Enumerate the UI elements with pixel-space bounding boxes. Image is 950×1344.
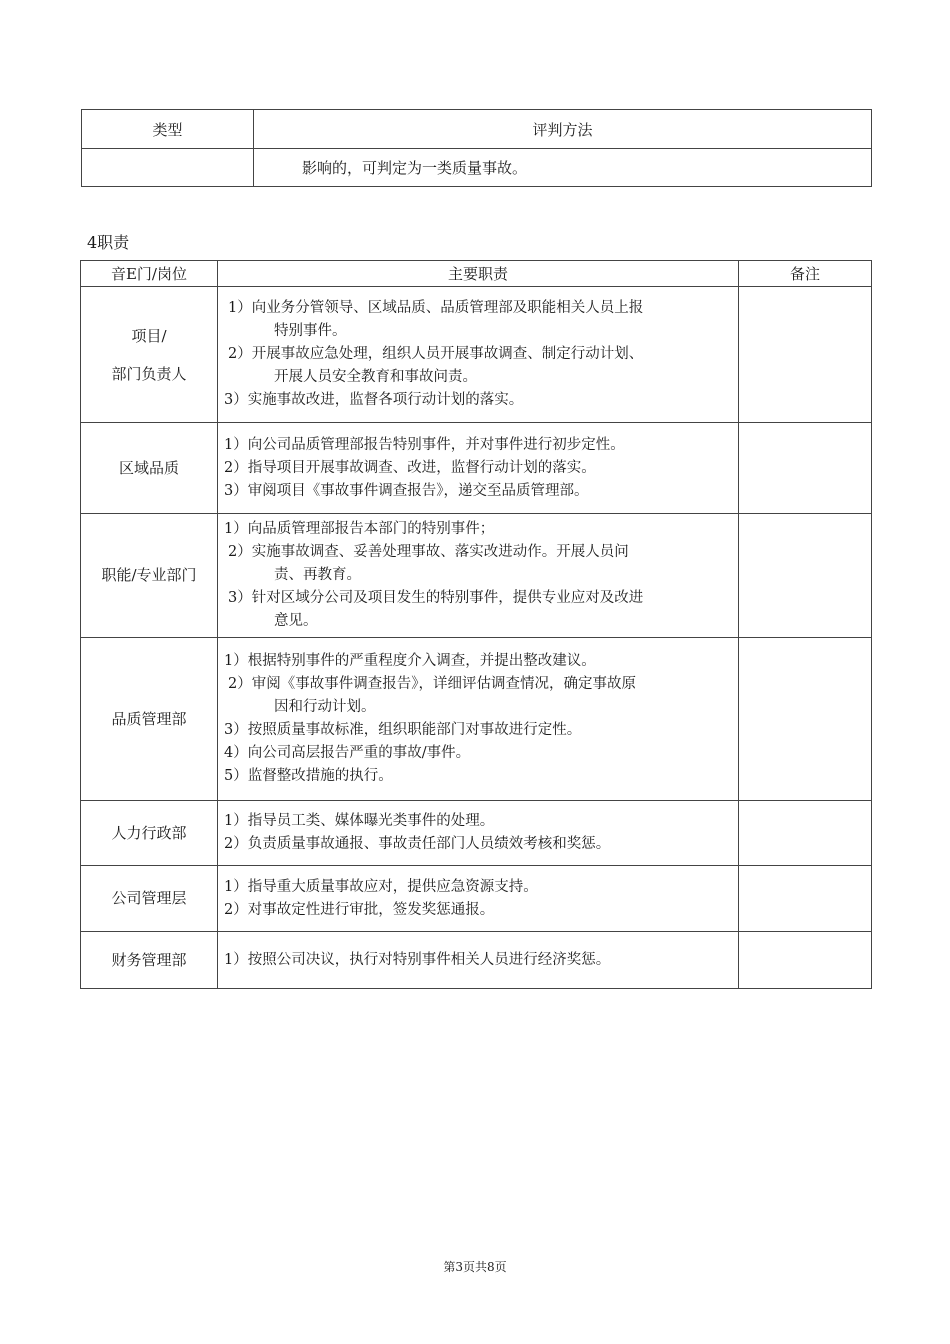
duties-cell [218,866,739,932]
section-title: 4职责 [87,233,130,252]
dept-cell [81,932,218,989]
duty-item [224,297,732,343]
duties-cell [218,638,739,801]
duty-item-text: 1）向品质管理部报告本部门的特别事件； [224,521,495,537]
duty-item [224,742,732,765]
duty-item [224,876,732,899]
duty-item-text: 2）审阅《事故事件调查报告》，详细评估调查情况，确定事故原 [228,676,636,692]
duty-row [81,932,872,989]
dept-cell [81,514,218,638]
dept-cell [81,801,218,866]
remarks-cell [739,801,872,866]
duty-item [224,650,732,673]
duty-item [224,343,732,389]
duty-item [224,833,732,856]
duties-cell [218,514,739,638]
header-method: 评判方法 [254,110,872,149]
duty-item-text: 2）实施事故调查、妥善处理事故、落实改进动作。开展人员问 [228,544,629,560]
duty-row [81,514,872,638]
dept-name: 财务管理部 [111,950,187,969]
dept-name: 品质管理部 [111,709,187,728]
header-duties: 主要职责 [218,261,739,287]
duty-item-text: 2）负责质量事故通报、事故责任部门人员绩效考核和奖惩。 [224,836,611,852]
duty-item [224,480,732,503]
duty-header-row [81,261,872,287]
duty-item [224,765,732,788]
dept-cell [81,638,218,801]
duty-table [80,260,872,989]
duty-item-text: 3）针对区域分公司及项目发生的特别事件，提供专业应对及改进 [228,590,644,606]
duty-row [81,866,872,932]
duties-cell [218,423,739,514]
dept-cell [81,423,218,514]
duty-item [224,719,732,742]
remarks-cell [739,514,872,638]
duty-table-body [81,287,872,989]
duty-item-text: 1）指导重大质量事故应对，提供应急资源支持。 [224,878,538,895]
header-dept: 音E门/岗位 [81,261,218,287]
evaluation-type-cell [82,149,254,187]
duty-item-continuation: 因和行动计划。 [274,699,376,715]
dept-name: 职能/专业部门 [101,566,197,584]
remarks-cell [739,638,872,801]
dept-name: 项目/ [131,326,167,345]
duty-item-text: 2）开展事故应急处理，组织人员开展事故调查、制定行动计划、 [228,346,644,362]
duties-cell [218,801,739,866]
duty-item-continuation: 意见。 [274,613,318,629]
duty-item [224,949,732,972]
duty-item [224,434,732,457]
duty-item [224,389,732,412]
page-footer: 第3页共8页 [443,1260,507,1274]
duty-item-text: 1）向业务分管领导、区域品质、品质管理部及职能相关人员上报 [228,300,644,316]
duties-cell [218,932,739,989]
dept-name: 部门负责人 [111,364,187,383]
dept-cell [81,866,218,932]
duty-item-text: 1）按照公司决议，执行对特别事件相关人员进行经济奖惩。 [224,951,611,968]
duties-cell [218,287,739,423]
duty-item-text: 2）指导项目开展事故调查、改进，监督行动计划的落实。 [224,459,596,476]
duty-item [224,587,732,633]
duty-item-continuation: 责、再教育。 [274,567,361,583]
duty-item-continuation: 特别事件。 [274,323,347,339]
remarks-cell [739,423,872,514]
duty-item [224,810,732,833]
evaluation-header-row [82,110,872,149]
evaluation-table [81,109,872,187]
dept-name: 区域品质 [118,458,179,477]
duty-item-text: 1）指导员工类、媒体曝光类事件的处理。 [224,813,495,829]
duty-item-text: 3）审阅项目《事故事件调查报告》，递交至品质管理部。 [224,482,589,499]
remarks-cell [739,287,872,423]
duty-item [224,518,732,541]
header-type: 类型 [82,110,254,149]
duty-item-text: 5）监督整改措施的执行。 [224,768,393,784]
duty-item-text: 1）向公司品质管理部报告特别事件，并对事件进行初步定性。 [224,436,625,453]
dept-name: 公司管理层 [111,889,187,907]
duty-item [224,541,732,587]
duty-row [81,801,872,866]
duty-row [81,423,872,514]
duty-item-text: 2）对事故定性进行审批，签发奖惩通报。 [224,901,495,918]
duty-item [224,899,732,922]
remarks-cell [739,866,872,932]
remarks-cell [739,932,872,989]
duty-item [224,457,732,480]
duty-row [81,638,872,801]
duty-row [81,287,872,423]
duty-item-text: 3）按照质量事故标准，组织职能部门对事故进行定性。 [224,722,582,738]
dept-cell [81,287,218,423]
dept-name: 人力行政部 [111,823,187,842]
header-remarks: 备注 [739,261,872,287]
evaluation-method-cell: 影响的，可判定为一类质量事故。 [254,149,872,187]
duty-item-text: 1）根据特别事件的严重程度介入调查，并提出整改建议。 [224,653,596,669]
evaluation-row [82,149,872,187]
duty-item-text: 4）向公司高层报告严重的事故/事件。 [224,745,471,761]
duty-item-continuation: 开展人员安全教育和事故问责。 [274,369,477,385]
duty-item-text: 3）实施事故改进，监督各项行动计划的落实。 [224,392,524,408]
duty-item [224,673,732,719]
